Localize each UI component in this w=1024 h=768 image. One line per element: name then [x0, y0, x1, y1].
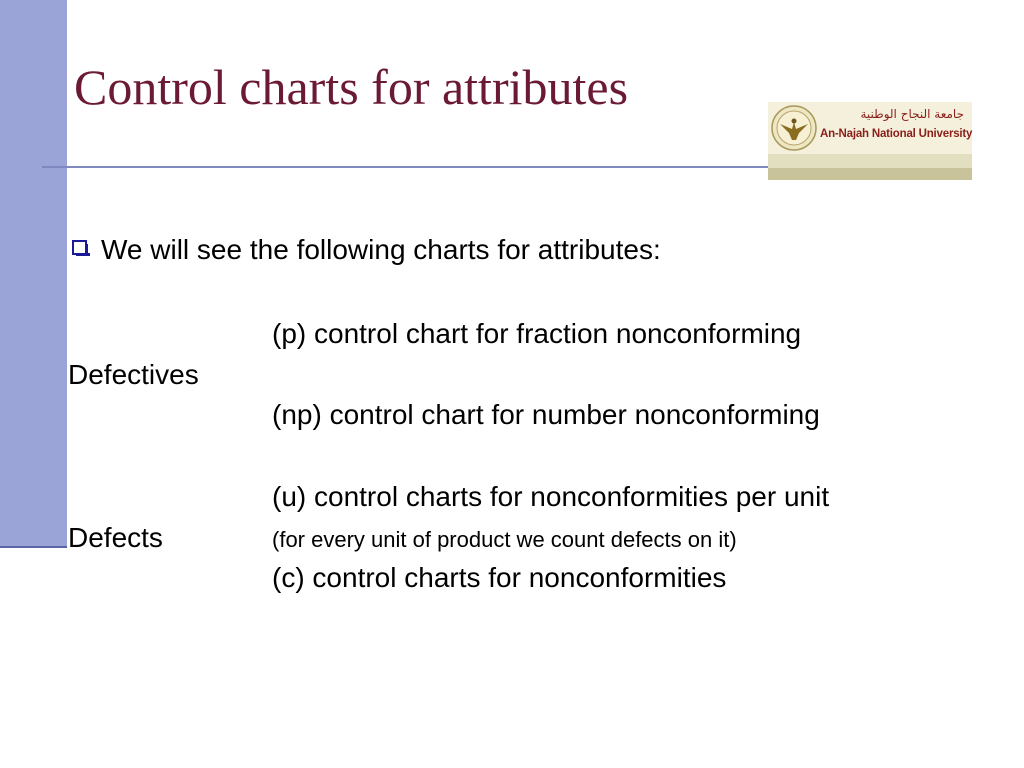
- logo-stripe: [768, 154, 972, 168]
- u-chart-note: (for every unit of product we count defects on it): [272, 527, 737, 552]
- eagle-seal-icon: [770, 104, 818, 152]
- c-chart-item: (c) control charts for nonconformities: [272, 562, 727, 593]
- logo-arabic-name: جامعة النجاح الوطنية: [860, 107, 964, 121]
- side-accent-bar: [0, 0, 67, 548]
- logo-english-name: An-Najah National University: [820, 128, 973, 140]
- intro-bullet-text: We will see the following charts for attributes:: [101, 234, 661, 265]
- p-chart-item: (p) control chart for fraction nonconforming: [272, 318, 802, 349]
- side-bar-divider: [0, 546, 67, 548]
- defectives-label: Defectives: [68, 359, 199, 390]
- header-divider: [42, 166, 769, 168]
- slide-title: Control charts for attributes: [74, 59, 629, 115]
- checkbox-bullet-icon: [72, 240, 87, 255]
- np-chart-item: (np) control chart for number nonconforming: [272, 399, 820, 430]
- u-chart-item: (u) control charts for nonconformities per unit: [272, 481, 830, 512]
- university-logo: [768, 102, 972, 180]
- logo-stripe-dark: [768, 168, 972, 180]
- defects-label: Defects: [68, 522, 163, 553]
